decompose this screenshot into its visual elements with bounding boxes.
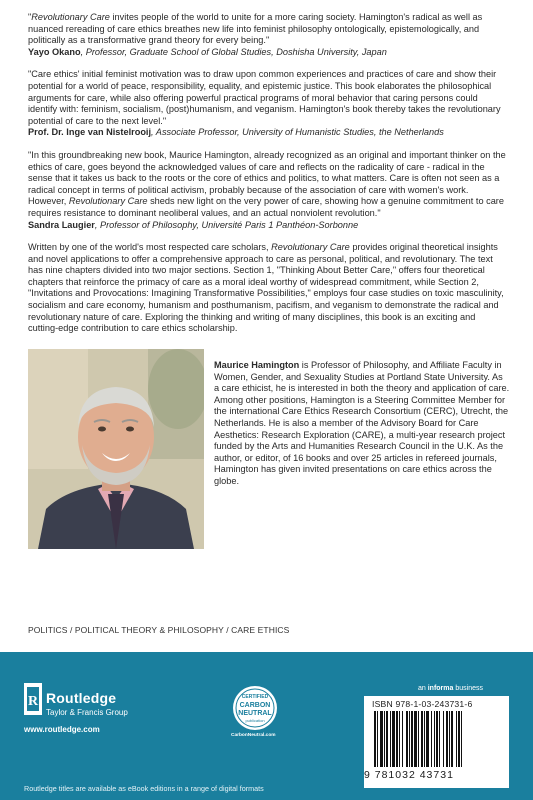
reviewer-name: Yayo Okano <box>28 46 81 57</box>
book-description: Written by one of the world's most respected care scholars, Revolutionary Care provides original theoretical insights and novel applications to offer a comprehensive approach to care as personal, political, and revolutionary. The text has nine chapters divided into two major sections. Section 1, "Thinking About Better Care," offers four theoretical chapters that reinforce the primacy of care as a moral ideal worthy of widespread commitment, while Section 2, "Invitations and Provocations: Imagining Transformative Possibilities," employs four case studies on toxic masculinity, socialism and care economy, humanism and posthumanism, pacifism, and veganism to demonstrate the radical and revolutionary nature of care. Exploring the thinking and writing of many disciplines, this book is an exciting and cutting-edge contribution to care ethics scholarship. <box>28 242 504 334</box>
carbon-neutral-badge-icon <box>232 685 278 731</box>
review-2-attribution <box>28 127 508 139</box>
author-section <box>28 349 508 549</box>
back-cover-text <box>28 12 508 549</box>
subject-category: POLITICS / POLITICAL THEORY & PHILOSOPHY / CARE ETHICS <box>28 625 290 635</box>
review-2 <box>28 69 508 139</box>
review-3-attribution <box>28 220 508 232</box>
informa-business-label: an informa business <box>418 685 483 692</box>
badge-mid2-text: NEUTRAL <box>238 710 272 717</box>
badge-top-text: CERTIFIED <box>241 694 269 700</box>
author-name: Maurice Hamington <box>214 360 300 371</box>
reviewer-affiliation: , Professor, Graduate School of Global Studies, Doshisha University, Japan <box>80 46 387 57</box>
isbn-barcode-box <box>364 696 509 788</box>
author-photo <box>28 349 204 549</box>
review-1-quote: "Revolutionary Care invites people of the world to unite for a more caring society. Hamington's radical as well as nuanced rereading of care ethics breathes new life into feminist philosophy ontologically, epistemologically, and politically as a transformative grand theory for every being." <box>28 12 483 46</box>
reviewer-affiliation: , Associate Professor, University of Humanistic Studies, the Netherlands <box>151 127 444 138</box>
publisher-name: Routledge <box>46 690 117 706</box>
carbon-neutral-site: CarbonNeutral.com <box>231 733 276 738</box>
review-2-quote: "Care ethics' initial feminist motivation was to draw upon common experiences and practices of care and show their potential for a world of peace, responsibility, equality, and epistemic justice. This book elaborates the philosophical arguments for care, while also offering powerful practical programs of moral behavior that caring persons could identify with: feminism, socialism, (post)humanism, and veganism. Hamington's book thereby takes the revolutionary potential of care to the next level." <box>28 69 501 126</box>
author-bio: Maurice Hamington is Professor of Philosophy, and Affiliate Faculty in Women, Gender, and Sexuality Studies at Portland State University. As a care ethicist, he is interested in both the theory and application of care. Among other positions, Hamington is a Steering Committee Member for the international Care Ethics Research Consortium (CERC), Utrecht, the Netherlands. He is also a member of the Advisory Board for Care Aesthetics: Research Exploration (CARE), a multi-year research project funded by the Arts and Humanities Research Council in the U.K. As the author, or editor, of 16 books and over 25 articles in refereed journals, Hamington has given invited presentations on care ethics across the globe. <box>214 360 510 486</box>
book-title-italic: Revolutionary Care <box>68 196 148 207</box>
reviewer-name: Prof. Dr. Inge van Nistelrooij <box>28 127 152 138</box>
badge-mid-text: CARBON <box>239 702 271 709</box>
publisher-footer <box>0 652 533 800</box>
badge-bottom-text: publication <box>245 718 265 723</box>
barcode-icon <box>372 711 501 767</box>
book-title-italic: Revolutionary Care <box>271 242 350 253</box>
review-1 <box>28 12 508 58</box>
routledge-logo-icon <box>24 683 42 715</box>
publisher-url: www.routledge.com <box>24 725 100 734</box>
isbn-text: ISBN 978-1-03-243731-6 <box>372 699 473 709</box>
review-1-attribution <box>28 47 508 59</box>
ebook-note: Routledge titles are available as eBook editions in a range of digital formats <box>24 784 264 793</box>
svg-text:R: R <box>27 694 39 709</box>
reviewer-affiliation: , Professor of Philosophy, Université Paris 1 Panthéon-Sorbonne <box>94 219 359 230</box>
publisher-group: Taylor & Francis Group <box>46 708 128 717</box>
book-title-italic: Revolutionary Care <box>31 12 110 22</box>
reviewer-name: Sandra Laugier <box>28 219 95 230</box>
barcode-digits: 9 781032 43731 <box>364 769 454 781</box>
review-3-quote: "In this groundbreaking new book, Maurice Hamington, already recognized as an original and important thinker on the ethics of care, goes beyond the acknowledged values of care and reflects on the radicality of care - radical in the sense that it takes us back to the roots or the core of ethics and politics, to what matters. Care is often not seen as a radical concept in terms of political activism, probably because of the association of care with women's work. However, Revolutionary Care sheds new light on the very power of care, showing how a genuine commitment to care requires resistance to dominant neoliberal values, and an actual nonviolent revolution." <box>28 149 506 218</box>
review-3 <box>28 150 508 231</box>
